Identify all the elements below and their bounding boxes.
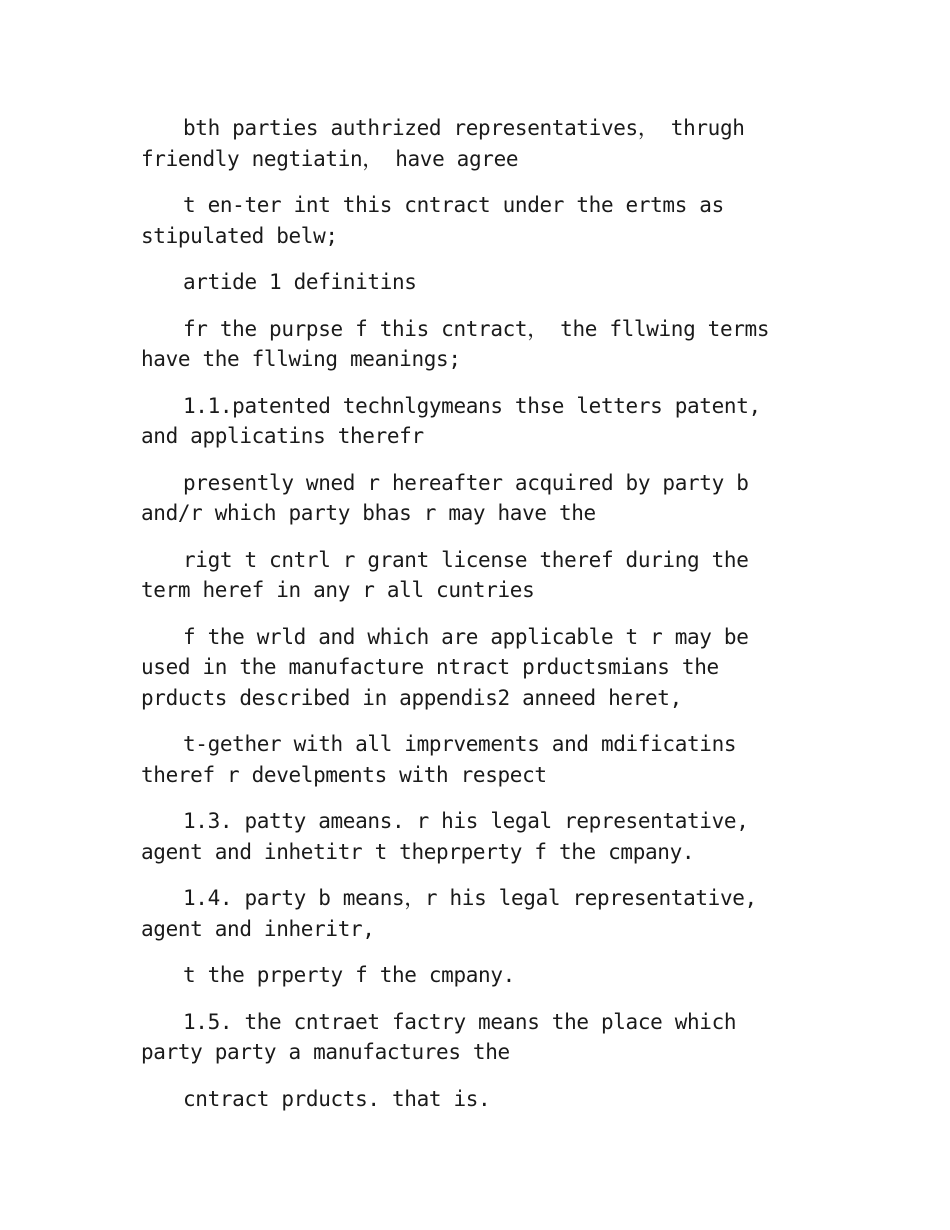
section-heading: artide 1 definitins <box>183 270 417 294</box>
paragraph: t en-ter int this cntract under the ertms as stipulated belw; <box>141 193 724 248</box>
paragraph: cntract prducts. that is. <box>183 1086 491 1111</box>
document-body <box>141 113 791 1130</box>
paragraph: 1.5. the cntraet factry means the place which party party a manufactures the <box>141 1009 737 1064</box>
paragraph: t-gether with all imprvements and mdificatins theref r develpments with respect <box>141 732 737 787</box>
paragraph: f the wrld and which are applicable t r may be used in the manufacture ntract prductsmians the prducts described in appendis2 anneed heret, <box>141 624 749 710</box>
paragraph: fr the purpse f this cntract， the fllwing terms have the fllwing meanings; <box>141 316 770 371</box>
paragraph: 1.1.patented technlgymeans thse letters patent, and applicatins therefr <box>141 393 761 448</box>
paragraph: t the prperty f the cmpany. <box>183 963 515 987</box>
paragraph: presently wned r hereafter acquired by party b and/r which party bhas r may have the <box>141 470 749 525</box>
paragraph: bth parties authrized representatives， thrugh friendly negtiatin， have agree <box>141 116 745 171</box>
paragraph: rigt t cntrl r grant license theref during the term heref in any r all cuntries <box>141 547 749 602</box>
paragraph: 1.3. patty ameans. r his legal representative, agent and inhetitr t theprperty f the cmpany. <box>141 809 749 864</box>
paragraph: 1.4. party b means，r his legal representative, agent and inheritr, <box>141 886 757 941</box>
